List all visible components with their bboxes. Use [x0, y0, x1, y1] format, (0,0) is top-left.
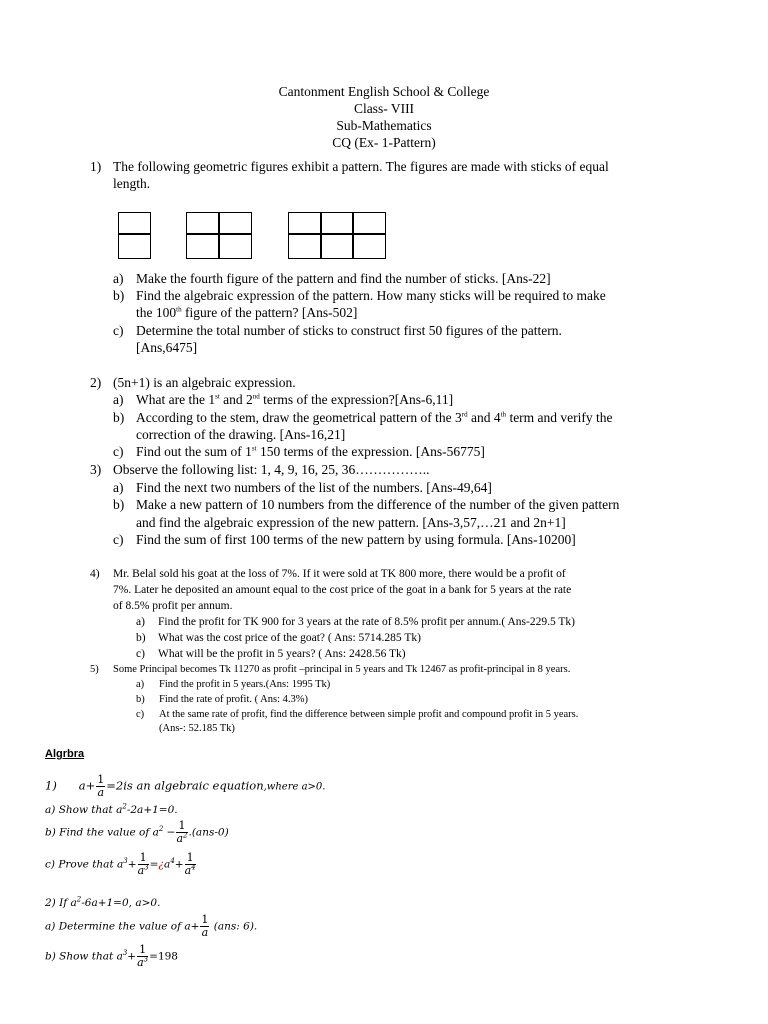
q4-number: 4)	[90, 568, 100, 580]
class-label: Class- VIII	[353, 101, 415, 116]
q5-number: 5)	[90, 664, 99, 675]
q5c-label: c)	[136, 709, 145, 720]
q2c-label: c)	[113, 444, 124, 459]
q4a-label: a)	[136, 616, 145, 628]
q4-stem-line2: 7%. Later he deposited an amount equal to the cost price of the goat in a bank for 5 years at the rate	[113, 584, 572, 596]
q1a-label: a)	[113, 271, 124, 286]
q1c-text-line2: [Ans,6475]	[136, 340, 198, 355]
alg-q1a: a) Show that $a^2-2a+1=0$.	[45, 802, 178, 816]
q1a-text: Make the fourth figure of the pattern and find the number of sticks. [Ans-22]	[136, 271, 551, 286]
alg-q1b: b) Find the value of $a^2$ − $\frac{1}{a^2}$ .(ans-0)	[45, 819, 229, 845]
q5a-label: a)	[136, 679, 145, 690]
q2b-text-line2: correction of the drawing. [Ans-16,21]	[136, 427, 346, 442]
alg-q1-equation: 1) a+ $\frac{1}{a}$ =2is an algebraic equation,where a>0.	[45, 773, 326, 799]
q1b-label: b)	[113, 288, 125, 303]
q1-number: 1)	[90, 159, 102, 174]
q3a-text: Find the next two numbers of the list of the numbers. [Ans-49,64]	[136, 480, 492, 495]
q1-stem-line2: length.	[113, 176, 151, 191]
q1-stem-line1: The following geometric figures exhibit a pattern. The figures are made with sticks of equal	[113, 159, 609, 174]
q3-number: 3)	[90, 462, 102, 477]
algebra-title: Algrbra	[45, 748, 85, 760]
q5-stem: Some Principal becomes Tk 11270 as profit –principal in 5 years and Tk 12467 as profit-principal in 8 years.	[113, 664, 571, 675]
q3b-text-line1: Make a new pattern of 10 numbers from the difference of the number of the given pattern	[136, 497, 620, 512]
q4c-label: c)	[136, 648, 145, 660]
q5c-text-line1: At the same rate of profit, find the difference between simple profit and compound profit in 5 years.	[159, 709, 579, 720]
q2a-text: What are the 1st and 2nd terms of the expression?[Ans-6,11]	[136, 392, 454, 407]
q1c-text-line1: Determine the total number of sticks to construct first 50 figures of the pattern.	[136, 323, 562, 338]
q3c-label: c)	[113, 532, 124, 547]
subject-label: Sub-Mathematics	[336, 118, 432, 133]
q4c-text: What will be the profit in 5 years? ( Ans: 2428.56 Tk)	[158, 648, 406, 660]
q5b-text: Find the rate of profit. ( Ans: 4.3%)	[159, 694, 309, 705]
q4a-text: Find the profit for TK 900 for 3 years at the rate of 8.5% profit per annum.( Ans-229.5 Tk)	[158, 616, 575, 628]
q3-stem: Observe the following list: 1, 4, 9, 16, 25, 36……………..	[113, 462, 430, 477]
q3a-label: a)	[113, 480, 124, 495]
q3b-label: b)	[113, 497, 125, 512]
alg-q2a: a) Determine the value of a+ $\frac{1}{a}$ (ans: 6).	[45, 913, 258, 939]
q2b-text-line1: According to the stem, draw the geometrical pattern of the 3rd and 4th term and verify the	[136, 410, 613, 425]
q4-stem-line3: of 8.5% profit per annum.	[113, 600, 233, 612]
q2c-text: Find out the sum of 1st 150 terms of the expression. [Ans-56775]	[136, 444, 485, 459]
alg-q2b: b) Show that $a^3+$ $\frac{1}{a^3}$ =198	[45, 943, 178, 969]
q1c-label: c)	[113, 323, 124, 338]
q2-stem: (5n+1) is an algebraic expression.	[113, 375, 296, 390]
q4b-text: What was the cost price of the goat? ( Ans: 5714.285 Tk)	[158, 632, 421, 644]
q4-stem-line1: Mr. Belal sold his goat at the loss of 7%. If it were sold at TK 800 more, there would be a profit of	[113, 568, 566, 580]
alg-q1c: c) Prove that $a^3+$ $\frac{1}{a^3}$ $=¿a^4+$ $\frac{1}{a^4}$	[45, 851, 196, 877]
q2b-label: b)	[113, 410, 125, 425]
school-name: Cantonment English School & College	[278, 84, 490, 99]
exam-label: CQ (Ex- 1-Pattern)	[332, 135, 436, 150]
alg-q2-stem: 2) If $a^2-6a+1=0$, a>0.	[45, 895, 161, 909]
q3b-text-line2: and find the algebraic expression of the new pattern. [Ans-3,57,…21 and 2n+1]	[136, 515, 566, 530]
q2-number: 2)	[90, 375, 102, 390]
q5c-text-line2: (Ans-: 52.185 Tk)	[159, 723, 235, 734]
q1b-text-line1: Find the algebraic expression of the pattern. How many sticks will be required to make	[136, 288, 606, 303]
q5b-label: b)	[136, 694, 145, 705]
q5a-text: Find the profit in 5 years.(Ans: 1995 Tk)	[159, 679, 331, 690]
q4b-label: b)	[136, 632, 146, 644]
q3c-text: Find the sum of first 100 terms of the new pattern by using formula. [Ans-10200]	[136, 532, 576, 547]
q1b-text-line2: the 100th figure of the pattern? [Ans-502]	[136, 305, 358, 320]
q2a-label: a)	[113, 392, 124, 407]
